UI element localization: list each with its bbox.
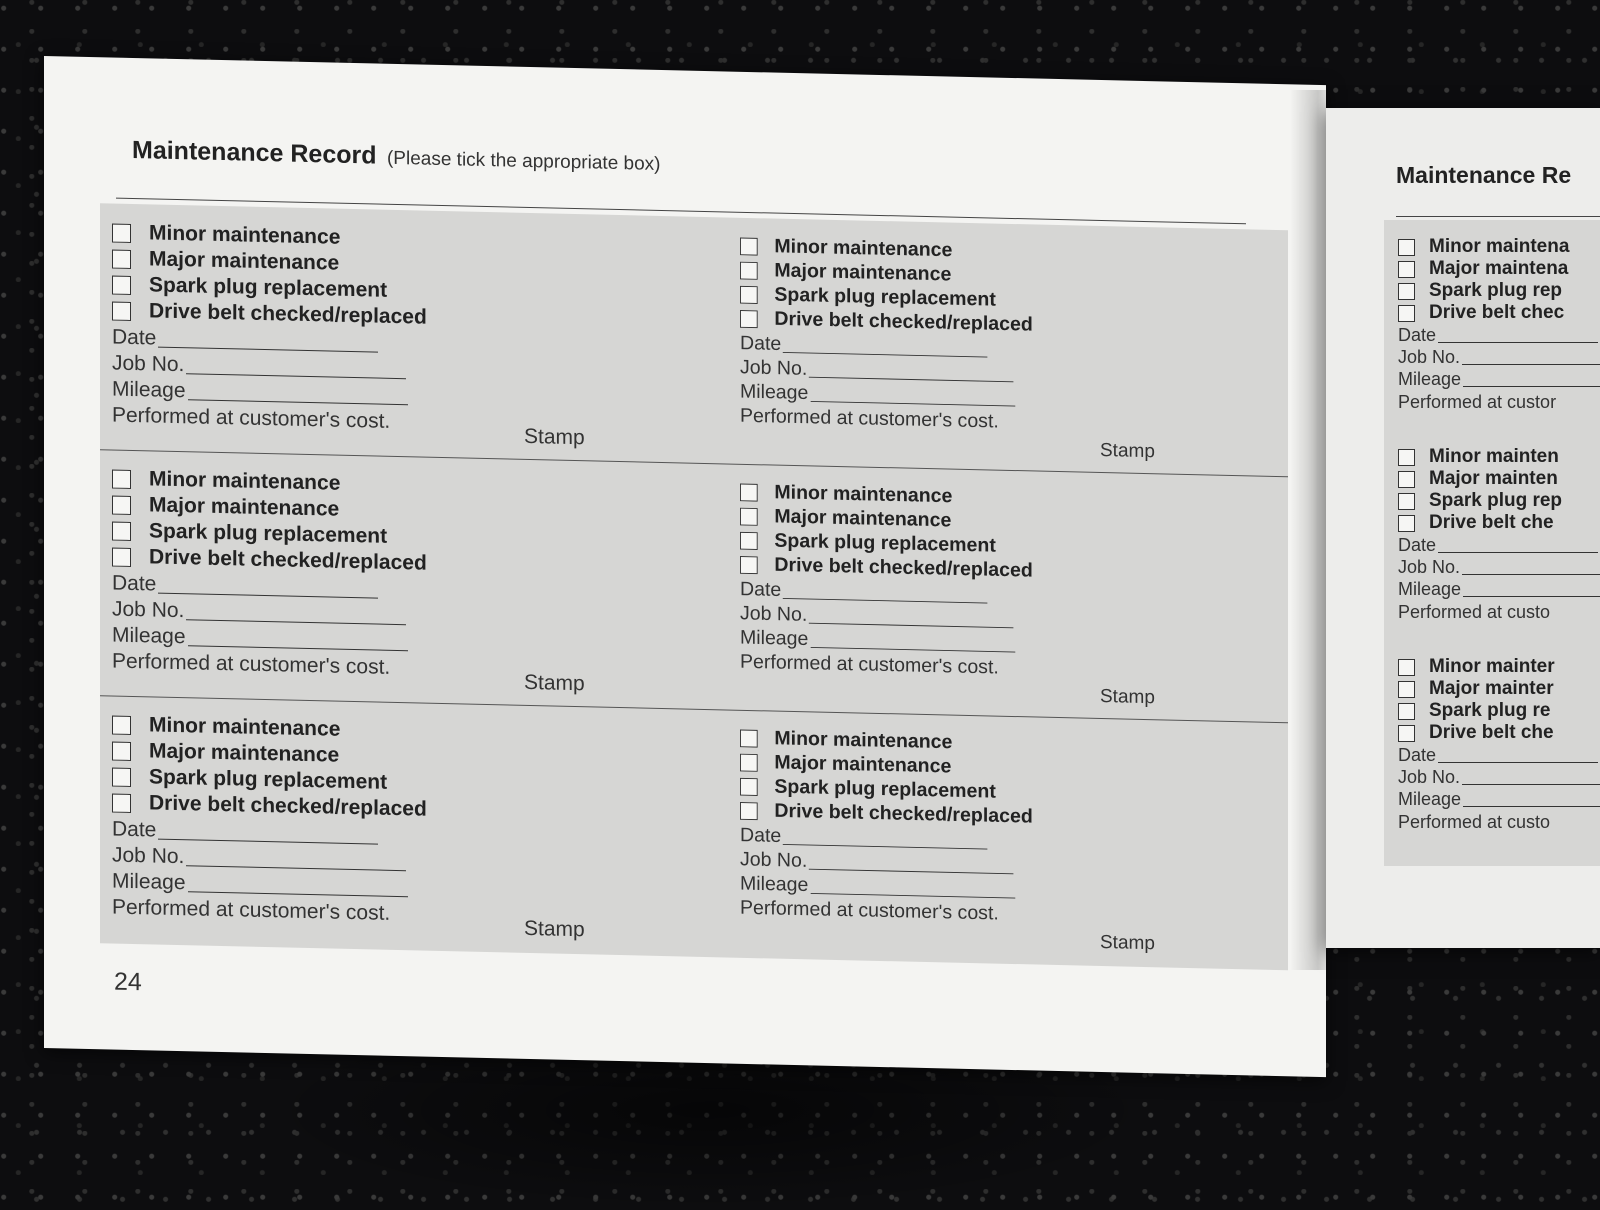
checkbox-label: Minor maintenance [774, 481, 953, 507]
checkbox-label: Minor maintenance [149, 467, 341, 495]
checkbox[interactable] [112, 275, 131, 294]
date-field-line[interactable] [1438, 552, 1598, 553]
checkbox[interactable] [1398, 681, 1415, 698]
checkbox-label: Minor maintenance [149, 713, 341, 741]
checkbox-label: Major maintenance [774, 505, 952, 532]
checkbox-label: Minor mainter [1429, 656, 1555, 677]
job-number-field-line[interactable] [1462, 784, 1600, 785]
job-number-field-line[interactable] [1462, 364, 1600, 365]
right-record-grid [1384, 220, 1600, 866]
checkbox-label: Drive belt chec [1429, 302, 1565, 323]
checkbox[interactable] [1398, 493, 1415, 510]
mileage-field-label: Mileage [112, 869, 186, 895]
checkbox[interactable] [740, 753, 758, 771]
page-title: Maintenance Record [132, 135, 377, 170]
job-number-field-label: Job No. [112, 351, 185, 377]
stamp-label: Stamp [1100, 685, 1155, 709]
mileage-field-label: Mileage [740, 626, 809, 650]
job-number-field-line[interactable] [1462, 574, 1600, 575]
date-field-label: Date [112, 325, 157, 350]
checkbox[interactable] [112, 301, 131, 320]
date-field[interactable] [1398, 744, 1600, 766]
checkbox[interactable] [1398, 471, 1415, 488]
checkbox[interactable] [740, 729, 758, 747]
checkbox-label: Major maintena [1429, 258, 1569, 279]
checkbox-label: Drive belt checked/replaced [774, 308, 1033, 336]
mileage-field-line[interactable] [1463, 596, 1600, 597]
checkbox[interactable] [740, 285, 758, 303]
cost-note: Performed at customer's cost. [112, 649, 391, 679]
checkbox[interactable] [1398, 659, 1415, 676]
mileage-field-label: Mileage [112, 377, 186, 403]
cost-note: Performed at custo [1398, 812, 1551, 832]
checkbox[interactable] [112, 547, 131, 566]
checkbox[interactable] [740, 802, 758, 820]
job-number-field-label: Job No. [112, 597, 185, 623]
mileage-field-line[interactable] [188, 399, 408, 405]
checkbox-option[interactable] [1398, 446, 1600, 468]
date-field-label: Date [740, 578, 782, 601]
book-spine [1290, 90, 1330, 970]
checkbox[interactable] [740, 483, 758, 501]
date-field-label: Date [740, 332, 782, 355]
checkbox-label: Drive belt checked/replaced [774, 800, 1033, 828]
checkbox-option[interactable] [1398, 258, 1600, 280]
checkbox-label: Major maintenance [149, 739, 340, 767]
cost-note: Performed at custo [1398, 602, 1551, 622]
maintenance-entry [1398, 656, 1600, 833]
page-subtitle: (Please tick the appropriate box) [386, 147, 661, 175]
page-number: 24 [114, 967, 142, 997]
mileage-field[interactable] [1398, 578, 1600, 600]
mileage-field-line[interactable] [810, 401, 1015, 407]
cost-note: Performed at customer's cost. [112, 403, 391, 433]
checkbox-label: Spark plug replacement [774, 283, 996, 311]
checkbox-label: Spark plug rep [1429, 280, 1563, 301]
checkbox-label: Minor maintenance [774, 235, 953, 261]
maintenance-entry [112, 466, 632, 686]
checkbox-label: Spark plug replacement [149, 519, 388, 548]
checkbox[interactable] [1398, 283, 1415, 300]
checkbox[interactable] [740, 531, 758, 549]
maintenance-entry [740, 726, 1224, 930]
checkbox-label: Drive belt checked/replaced [774, 554, 1033, 582]
checkbox-option[interactable] [1398, 656, 1600, 678]
record-grid [100, 203, 1288, 970]
mileage-field-line[interactable] [1463, 806, 1600, 807]
checkbox[interactable] [112, 741, 131, 760]
mileage-field-label: Mileage [740, 380, 809, 404]
mileage-field-line[interactable] [188, 891, 408, 897]
checkbox-label: Drive belt che [1429, 512, 1554, 533]
job-number-field-label: Job No. [1398, 767, 1461, 787]
date-field-label: Date [740, 824, 782, 847]
date-field-label: Date [112, 571, 157, 596]
stamp-label: Stamp [1100, 931, 1155, 955]
mileage-field[interactable] [1398, 788, 1600, 810]
job-number-field[interactable] [1398, 766, 1600, 788]
checkbox[interactable] [740, 507, 758, 525]
maintenance-entry [1398, 236, 1600, 413]
checkbox-option[interactable] [1398, 468, 1600, 490]
checkbox-label: Spark plug replacement [149, 765, 388, 794]
record-row [100, 203, 1288, 477]
cost-note: Performed at customer's cost. [740, 896, 999, 925]
job-number-field-label: Job No. [1398, 347, 1461, 367]
stamp-label: Stamp [524, 916, 585, 942]
mileage-field[interactable] [1398, 368, 1600, 390]
mileage-field-label: Mileage [1398, 789, 1462, 809]
date-field-label: Date [1398, 745, 1437, 765]
job-number-field-label: Job No. [740, 848, 808, 872]
cost-note: Performed at customer's cost. [740, 650, 999, 679]
mileage-field-line[interactable] [810, 647, 1015, 653]
right-page [1326, 108, 1600, 948]
checkbox[interactable] [740, 310, 758, 328]
stamp-label: Stamp [524, 424, 585, 450]
checkbox[interactable] [112, 767, 131, 786]
right-title-divider [1396, 216, 1600, 217]
checkbox-label: Major maintenance [774, 259, 952, 286]
job-number-field-label: Job No. [740, 356, 808, 380]
cost-note: Performed at customer's cost. [740, 404, 999, 433]
checkbox-label: Spark plug replacement [774, 775, 996, 803]
checkbox[interactable] [1398, 305, 1415, 322]
checkbox[interactable] [1398, 515, 1415, 532]
checkbox[interactable] [1398, 239, 1415, 256]
date-field-line[interactable] [1438, 762, 1598, 763]
checkbox-label: Spark plug rep [1429, 490, 1563, 511]
mileage-field-label: Mileage [112, 623, 186, 649]
checkbox[interactable] [1398, 725, 1415, 742]
right-page-title: Maintenance Re [1396, 162, 1572, 188]
checkbox[interactable] [740, 237, 758, 255]
checkbox[interactable] [1398, 703, 1415, 720]
mileage-field-label: Mileage [1398, 579, 1462, 599]
mileage-field-line[interactable] [1463, 386, 1600, 387]
job-number-field-label: Job No. [740, 602, 808, 626]
maintenance-entry [1398, 446, 1600, 623]
checkbox-label: Spark plug replacement [149, 273, 388, 302]
checkbox-label: Major maintenance [774, 751, 952, 778]
mileage-field-line[interactable] [188, 645, 408, 651]
job-number-field-label: Job No. [1398, 557, 1461, 577]
mileage-field-label: Mileage [1398, 369, 1462, 389]
checkbox-label: Major maintenance [149, 247, 340, 275]
checkbox-label: Major maintenance [149, 493, 340, 521]
checkbox-option[interactable] [1398, 678, 1600, 700]
date-field-line[interactable] [1438, 342, 1598, 343]
job-number-field-label: Job No. [112, 843, 185, 869]
maintenance-entry [112, 220, 632, 440]
date-field-label: Date [112, 817, 157, 842]
checkbox[interactable] [740, 261, 758, 279]
checkbox-label: Spark plug replacement [774, 529, 996, 557]
record-row [100, 449, 1288, 723]
date-field[interactable] [1398, 534, 1600, 556]
mileage-field-line[interactable] [810, 893, 1015, 899]
checkbox-option[interactable] [1398, 490, 1600, 512]
cost-note: Performed at customer's cost. [112, 895, 391, 925]
checkbox-option[interactable] [1398, 700, 1600, 722]
checkbox[interactable] [740, 556, 758, 574]
maintenance-entry [112, 712, 632, 932]
stamp-label: Stamp [524, 670, 585, 696]
stamp-label: Stamp [1100, 439, 1155, 463]
checkbox[interactable] [112, 715, 131, 734]
job-number-field[interactable] [1398, 556, 1600, 578]
checkbox-label: Minor mainten [1429, 446, 1559, 467]
checkbox[interactable] [112, 469, 131, 488]
record-row [100, 695, 1288, 968]
checkbox-option[interactable] [1398, 236, 1600, 258]
checkbox-label: Spark plug re [1429, 700, 1551, 721]
checkbox-label: Drive belt che [1429, 722, 1554, 743]
job-number-field[interactable] [1398, 346, 1600, 368]
left-page [44, 56, 1326, 1077]
maintenance-entry [740, 480, 1224, 684]
maintenance-entry [740, 234, 1224, 438]
checkbox[interactable] [112, 249, 131, 268]
checkbox[interactable] [740, 777, 758, 795]
date-field-label: Date [1398, 325, 1437, 345]
checkbox[interactable] [112, 793, 131, 812]
checkbox[interactable] [1398, 449, 1415, 466]
checkbox-label: Drive belt checked/replaced [149, 299, 427, 329]
mileage-field-label: Mileage [740, 872, 809, 896]
date-field[interactable] [1398, 324, 1600, 346]
checkbox[interactable] [112, 521, 131, 540]
record-heading [132, 136, 661, 177]
checkbox[interactable] [1398, 261, 1415, 278]
checkbox-label: Minor maintenance [774, 727, 953, 753]
date-field-label: Date [1398, 535, 1437, 555]
cost-note: Performed at custor [1398, 392, 1557, 412]
checkbox[interactable] [112, 495, 131, 514]
checkbox-label: Drive belt checked/replaced [149, 545, 427, 575]
checkbox-option[interactable] [1398, 512, 1600, 534]
checkbox-label: Major mainten [1429, 468, 1558, 489]
checkbox-label: Major mainter [1429, 678, 1554, 699]
checkbox-label: Minor maintenance [149, 221, 341, 249]
checkbox-option[interactable] [1398, 280, 1600, 302]
checkbox-label: Minor maintena [1429, 236, 1570, 257]
checkbox-option[interactable] [1398, 302, 1600, 324]
checkbox-label: Drive belt checked/replaced [149, 791, 427, 821]
checkbox-option[interactable] [1398, 722, 1600, 744]
checkbox[interactable] [112, 223, 131, 242]
